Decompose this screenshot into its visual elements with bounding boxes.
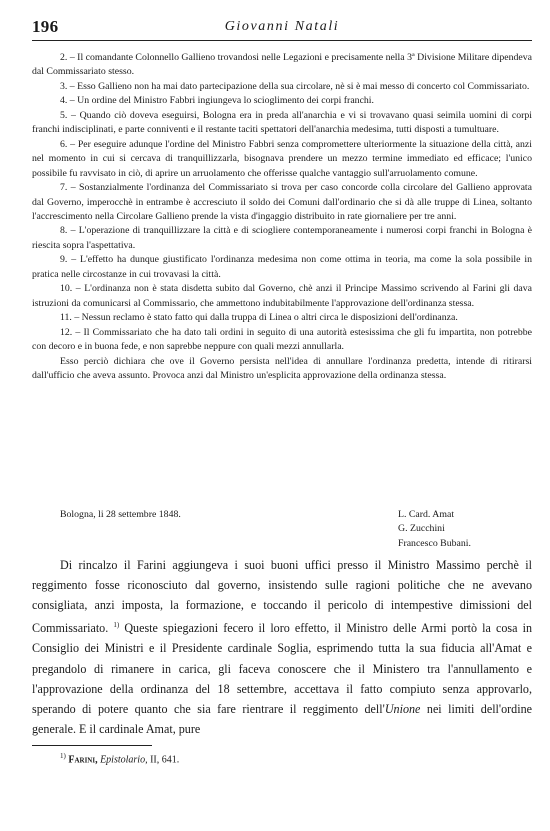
header-rule <box>32 40 532 41</box>
running-title: Giovanni Natali <box>224 19 340 34</box>
footnote-author: Farini, <box>68 754 98 766</box>
italic-term: Unione <box>384 701 421 716</box>
document-point: 4. – Un ordine del Ministro Fabbri ingiungeva lo scioglimento dei corpi franchi. <box>60 95 374 107</box>
body-paragraph <box>32 555 532 739</box>
footnote-marker: 1) <box>60 752 66 760</box>
document-point: 9. – L'effetto ha dunque giustificato l'ordinanza medesima non come ottima in teoria, ma come la sola possibile in pratica nelle circostanze in cui trovavasi la città. <box>32 254 532 280</box>
document-point: 8. – L'operazione di tranquillizzare la città e di sciogliere contemporaneamente i numerosi corpi franchi in Bologna è riescita sopra l'aspettativa. <box>32 225 532 251</box>
footnote-reference-text: II, 641. <box>150 754 180 766</box>
signatory: G. Zucchini <box>398 523 445 535</box>
running-header <box>32 17 532 39</box>
signature-block <box>60 508 532 552</box>
document-point: 3. – Esso Gallieno non ha mai dato partecipazione della sua circolare, nè si è mai messo di concerto col Commissariato. <box>60 80 530 92</box>
body-text-part: Di rincalzo il Farini aggiungeva i suoi buoni uffici presso il Ministro Massimo perchè il reggimento fosse riconosciuto dal governo, insistendo sulle ragioni politiche che ne avevano consigliata, anzi imposta, la formazione, e toccando il pericolo di intempestive dimissioni del Commissariato. <box>32 558 532 636</box>
document-point: 5. – Quando ciò doveva eseguirsi, Bologna era in preda all'anarchia e vi si trovavano quasi seimila uomini di corpi franchi indisciplinati, e parte conniventi e il restante taciti spettatori dell'anarchia medesima, tutti disposti a tumultuare. <box>32 109 532 136</box>
footnote-rule <box>32 745 152 746</box>
document-point: 10. – L'ordinanza non è stata disdetta subito dal Governo, chè anzi il Principe Massimo scrivendo al Farini gli dava istruzioni da comunicarsi al Commissario, che ammettono indubitabilmente l'approvazione dell'ordinanza stessa. <box>32 283 532 309</box>
document-point: 11. – Nessun reclamo è stato fatto qui dalla truppa di Linea o altri circa le disposizioni dell'ordinanza. <box>60 312 458 324</box>
signatories <box>398 508 471 551</box>
document-point: 2. – Il comandante Colonnello Gallieno trovandosi nelle Legazioni e precisamente nella 3ª Divisione Militare dipendeva dal Commissariato stesso. <box>32 52 532 78</box>
document-point: 12. – Il Commissariato che ha dato tali ordini in seguito di una autorità estesissima che gli fu impartita, non potrebbe con decoro e in buona fede, e non saprebbe neppure con quali mezzi annullarla. <box>32 326 532 353</box>
body-text <box>32 555 532 739</box>
page-number: 196 <box>32 17 59 36</box>
quoted-document <box>32 51 532 383</box>
footnote <box>60 752 179 765</box>
signatory: Francesco Bubani. <box>398 537 471 549</box>
document-point: 7. – Sostanzialmente l'ordinanza del Commissariato si trova per caso concorde colla circolare del Gallieno approvata dal Governo, imperocchè in entrambe è accresciuto il soldo dei Comuni dall'ordinario che si dà alle truppe di Linea, soltanto l'accrescimento nella Circolare Gallieno prende la vista d'ingaggio distribuito in rate giornaliere per tre anni. <box>32 182 532 222</box>
signatory: L. Card. Amat <box>398 509 455 520</box>
document-conclusion: Esso perciò dichiara che ove il Governo persista nell'idea di annullare l'ordinanza predetta, intende di ritirarsi dall'ufficio che aveva assunto. Provoca anzi dal Ministro un'esplicita approvazione della ordinanza stessa. <box>32 355 532 381</box>
body-text-part: nei limiti dell'ordine generale. E il cardinale Amat, pure <box>32 701 532 736</box>
body-text-part: Queste spiegazioni fecero il loro effetto, il Ministro delle Armi portò la cosa in Consiglio dei Ministri e il Presidente cardinale Soglia, esprimendo tutta la sua fiducia all'Amat e pregandolo di rimanere in carica, gli faceva conoscere che il Ministero tra l'annullamento e l'approvazione della ordinanza del 18 settembre, accettava il fatto compiuto senza approvarlo, sperando di potere quanto che sia fare rientrare il reggimento dell' <box>32 621 532 716</box>
document-point: 6. – Per eseguire adunque l'ordine del Ministro Fabbri senza compromettere ulteriormente la situazione della città, anzi nel momento in cui si cercava di tranquillizzarla, bisognava prendere un mezzo termine immediato ed efficace; l'unico possibile fu ravvisato in ciò, di aprire un arruolamento che offerisse qualche vantaggio sull'arruolamento comune. <box>32 138 532 179</box>
footnote-reference: 1) <box>113 621 120 630</box>
place-date: Bologna, li 28 settembre 1848. <box>60 509 181 520</box>
footnote-work: Epistolario, <box>100 754 148 766</box>
